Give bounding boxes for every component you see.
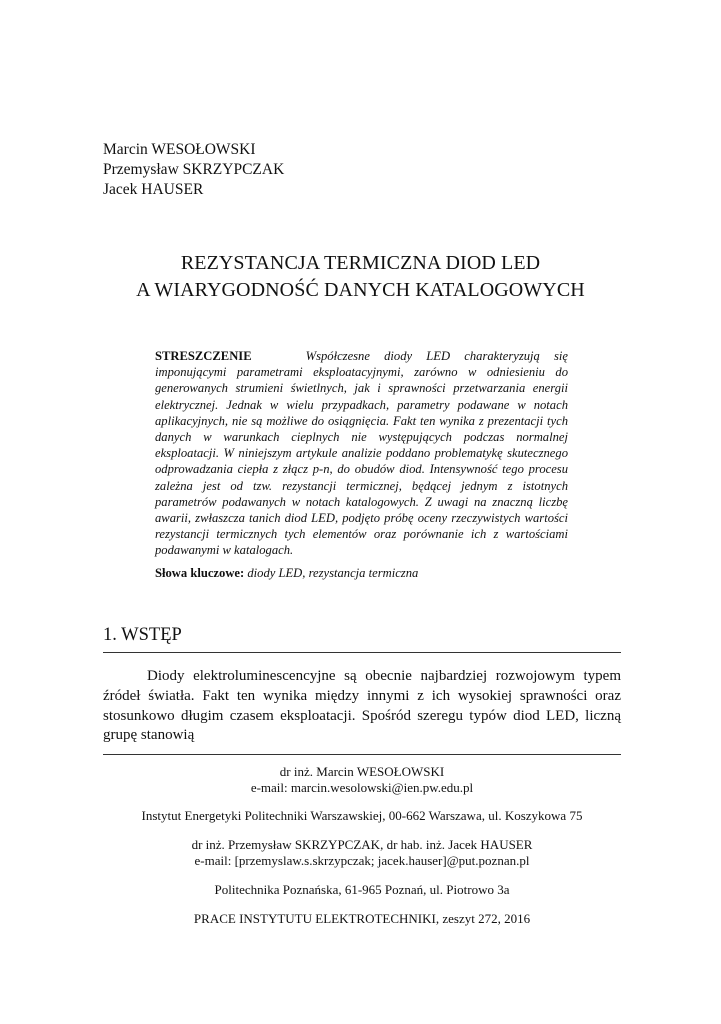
footnote-divider <box>103 754 621 755</box>
footer-journal: PRACE INSTYTUTU ELEKTROTECHNIKI, zeszyt 272, 2016 <box>193 911 531 926</box>
section-divider <box>103 652 621 653</box>
keywords <box>155 566 418 581</box>
title-line-2: A WIARYGODNOŚĆ DANYCH KATALOGOWYCH <box>136 279 585 301</box>
paper-title <box>60 250 661 304</box>
body-text <box>103 667 621 746</box>
footer-author23-email: e-mail: [przemyslaw.s.skrzypczak; jacek.hauser]@put.poznan.pl <box>194 853 530 868</box>
keywords-value: diody LED, rezystancja termiczna <box>247 566 419 580</box>
paragraph: Diody elektroluminescencyjne są obecnie najbardziej rozwojowym typem źródeł światła. Fakt ten wynika między innymi z ich wysokiej sprawności oraz stosunkowo długim czasem eksploatacji. Spośród szeregu typów diod LED, liczną grupę stanowią <box>103 668 621 744</box>
abstract <box>155 348 568 559</box>
abstract-label: STRESZCZENIE <box>155 349 252 363</box>
footer-affiliation2: Politechnika Poznańska, 61-965 Poznań, ul. Piotrowo 3a <box>214 882 510 897</box>
title-line-1: REZYSTANCJA TERMICZNA DIOD LED <box>180 252 541 274</box>
author-name: Przemysław SKRZYPCZAK <box>103 161 285 178</box>
author-list <box>103 140 284 200</box>
section-heading: 1. WSTĘP <box>103 625 182 645</box>
footer-author23-names: dr inż. Przemysław SKRZYPCZAK, dr hab. inż. Jacek HAUSER <box>191 837 533 852</box>
author-name: Marcin WESOŁOWSKI <box>103 141 256 158</box>
keywords-label: Słowa kluczowe: <box>155 566 245 580</box>
footer-author1-name: dr inż. Marcin WESOŁOWSKI <box>279 764 445 779</box>
footer-author1-email: e-mail: marcin.wesolowski@ien.pw.edu.pl <box>250 780 474 795</box>
footer-affiliation1: Instytut Energetyki Politechniki Warszawskiej, 00-662 Warszawa, ul. Koszykowa 75 <box>141 808 583 823</box>
author-name: Jacek HAUSER <box>103 181 204 198</box>
abstract-text: Współczesne diody LED charakteryzują się imponującymi parametrami eksploatacyjnymi, zarówno w odniesieniu do generowanych strumieni świetlnych, jak i sprawności przetwarzania energii elektrycznej. Jednak w wielu przypadkach, parametry podawane w notach aplikacyjnych, nie są możliwe do osiągnięcia. Fakt ten wynika z prezentacji tych danych w warunkach cieplnych nie występujących podczas normalnej eksploatacji. W niniejszym artykule analizie poddano problematykę skutecznego odprowadzania ciepła z złącz p-n, do obudów diod. Intensywność tego procesu zależna jest od tzw. rezystancji termicznej, będącej jednym z istotnych parametrów podawanych w notach katalogowych. Z uwagi na znaczną liczbę awarii, zwłaszcza tanich diod LED, podjęto próbę oceny rzeczywistych wartości rezystancji termicznych tych elementów oraz porównanie ich z wartościami podawanymi w katalogach. <box>155 349 568 558</box>
